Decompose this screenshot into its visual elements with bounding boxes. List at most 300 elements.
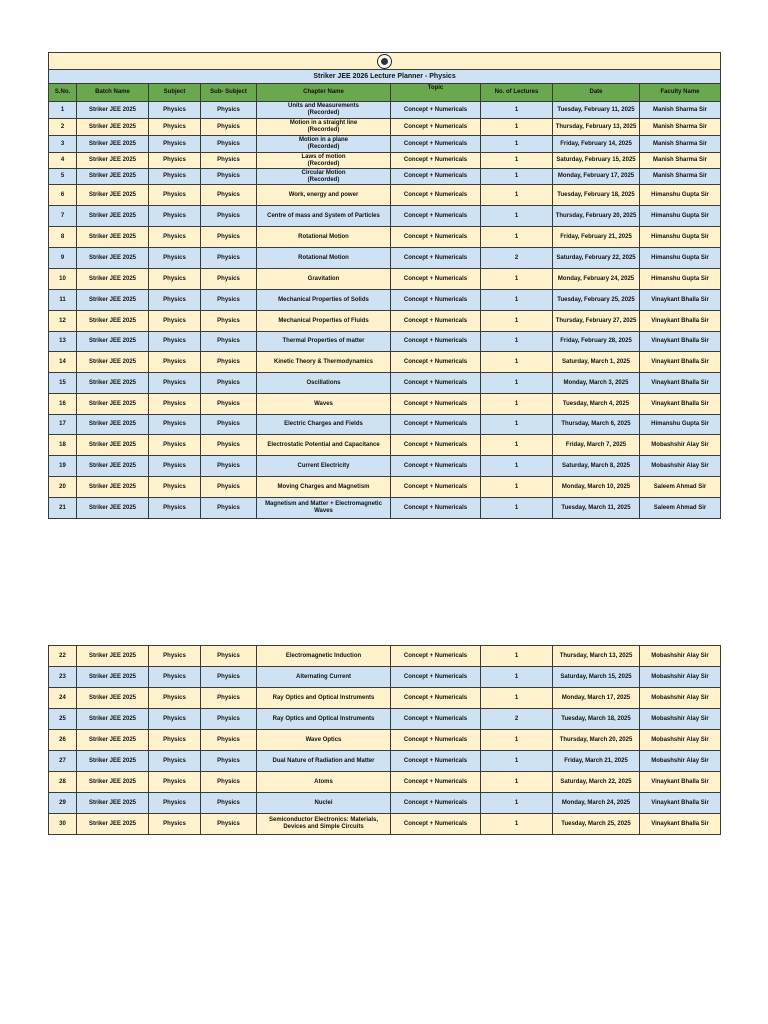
cell-date: Tuesday, February 18, 2025 (553, 185, 640, 206)
cell-subsubject: Physics (201, 456, 257, 477)
chapter-name: Electromagnetic Induction (285, 652, 362, 659)
cell-topic: Concept + Numericals (391, 498, 481, 519)
cell-lectures: 1 (481, 751, 553, 772)
cell-lectures: 1 (481, 456, 553, 477)
cell-topic: Concept + Numericals (391, 332, 481, 352)
cell-sno: 19 (49, 456, 77, 477)
cell-lectures: 1 (481, 646, 553, 667)
header-row (49, 84, 721, 102)
cell-chapter (257, 394, 391, 415)
cell-lectures: 1 (481, 206, 553, 227)
chapter-name: Dual Nature of Radiation and Matter (272, 757, 375, 764)
cell-faculty: Mobashshir Alay Sir (640, 646, 721, 667)
cell-lectures: 1 (481, 169, 553, 185)
cell-subsubject: Physics (201, 332, 257, 352)
cell-topic: Concept + Numericals (391, 415, 481, 435)
cell-subsubject: Physics (201, 415, 257, 435)
cell-sno: 13 (49, 332, 77, 352)
cell-batch: Striker JEE 2025 (77, 751, 149, 772)
col-header-lectures: No. of Lectures (481, 84, 553, 102)
cell-batch: Striker JEE 2025 (77, 435, 149, 456)
cell-lectures: 2 (481, 248, 553, 269)
col-header-batch: Batch Name (77, 84, 149, 102)
table-row (49, 415, 721, 435)
cell-topic: Concept + Numericals (391, 751, 481, 772)
cell-date: Monday, February 24, 2025 (553, 269, 640, 290)
cell-sno: 14 (49, 352, 77, 373)
cell-subject: Physics (149, 206, 201, 227)
cell-subsubject: Physics (201, 814, 257, 835)
cell-lectures: 1 (481, 667, 553, 688)
chapter-name: Gravitation (307, 275, 340, 282)
table-row (49, 185, 721, 206)
cell-topic: Concept + Numericals (391, 477, 481, 498)
cell-date: Monday, March 10, 2025 (553, 477, 640, 498)
cell-subsubject: Physics (201, 119, 257, 136)
cell-date: Friday, March 21, 2025 (553, 751, 640, 772)
cell-sno: 6 (49, 185, 77, 206)
table-row (49, 227, 721, 248)
cell-date: Saturday, March 15, 2025 (553, 667, 640, 688)
cell-sno: 27 (49, 751, 77, 772)
cell-subject: Physics (149, 814, 201, 835)
cell-faculty: Vinaykant Bhalla Sir (640, 332, 721, 352)
cell-chapter (257, 169, 391, 185)
cell-batch: Striker JEE 2025 (77, 153, 149, 169)
cell-subject: Physics (149, 136, 201, 153)
chapter-name: Electrostatic Potential and Capacitance (267, 441, 380, 448)
cell-batch: Striker JEE 2025 (77, 206, 149, 227)
cell-batch: Striker JEE 2025 (77, 169, 149, 185)
cell-batch: Striker JEE 2025 (77, 227, 149, 248)
cell-batch: Striker JEE 2025 (77, 136, 149, 153)
cell-sno: 29 (49, 793, 77, 814)
cell-topic: Concept + Numericals (391, 206, 481, 227)
cell-subsubject: Physics (201, 772, 257, 793)
col-header-date: Date (553, 84, 640, 102)
cell-subsubject: Physics (201, 793, 257, 814)
cell-subject: Physics (149, 646, 201, 667)
cell-chapter (257, 772, 391, 793)
cell-topic: Concept + Numericals (391, 290, 481, 311)
cell-subject: Physics (149, 793, 201, 814)
cell-subject: Physics (149, 227, 201, 248)
table-row (49, 477, 721, 498)
table-row (49, 814, 721, 835)
cell-subsubject: Physics (201, 136, 257, 153)
cell-subject: Physics (149, 102, 201, 119)
chapter-name: Rotational Motion (298, 233, 349, 240)
chapter-note: (Recorded) (307, 160, 340, 167)
cell-date: Monday, March 24, 2025 (553, 793, 640, 814)
cell-topic: Concept + Numericals (391, 793, 481, 814)
table-row (49, 709, 721, 730)
cell-topic: Concept + Numericals (391, 185, 481, 206)
cell-faculty: Vinaykant Bhalla Sir (640, 290, 721, 311)
cell-faculty: Himanshu Gupta Sir (640, 415, 721, 435)
cell-date: Thursday, March 6, 2025 (553, 415, 640, 435)
table-row (49, 311, 721, 332)
chapter-name: Oscillations (306, 379, 341, 386)
chapter-name: Circular Motion (301, 169, 346, 176)
cell-sno: 7 (49, 206, 77, 227)
table-row (49, 352, 721, 373)
cell-subject: Physics (149, 772, 201, 793)
chapter-name: Motion in a straight line (289, 120, 358, 126)
cell-batch: Striker JEE 2025 (77, 373, 149, 394)
cell-sno: 25 (49, 709, 77, 730)
cell-subject: Physics (149, 667, 201, 688)
chapter-name: Nuclei (314, 799, 333, 806)
cell-date: Tuesday, February 25, 2025 (553, 290, 640, 311)
cell-chapter (257, 730, 391, 751)
cell-faculty: Mobashshir Alay Sir (640, 456, 721, 477)
table-row (49, 373, 721, 394)
title-row (49, 70, 721, 84)
cell-subsubject: Physics (201, 102, 257, 119)
cell-sno: 18 (49, 435, 77, 456)
cell-date: Monday, March 3, 2025 (553, 373, 640, 394)
chapter-name: Kinetic Theory & Thermodynamics (273, 358, 374, 365)
cell-faculty: Manish Sharma Sir (640, 119, 721, 136)
page-title: Striker JEE 2026 Lecture Planner - Physics (49, 70, 721, 84)
chapter-name: Ray Optics and Optical Instruments (272, 694, 375, 701)
cell-chapter (257, 688, 391, 709)
cell-lectures: 1 (481, 227, 553, 248)
cell-topic: Concept + Numericals (391, 709, 481, 730)
cell-chapter (257, 456, 391, 477)
cell-topic: Concept + Numericals (391, 169, 481, 185)
chapter-name: Wave Optics (305, 736, 342, 743)
cell-topic: Concept + Numericals (391, 667, 481, 688)
cell-sno: 10 (49, 269, 77, 290)
cell-subsubject: Physics (201, 435, 257, 456)
cell-subsubject: Physics (201, 169, 257, 185)
cell-date: Thursday, March 13, 2025 (553, 646, 640, 667)
table-row (49, 751, 721, 772)
cell-chapter (257, 227, 391, 248)
cell-chapter (257, 709, 391, 730)
cell-subject: Physics (149, 269, 201, 290)
chapter-name: Atoms (314, 778, 333, 785)
chapter-name: Mechanical Properties of Solids (278, 296, 369, 303)
cell-subject: Physics (149, 332, 201, 352)
table-row (49, 136, 721, 153)
cell-subject: Physics (149, 290, 201, 311)
cell-sno: 30 (49, 814, 77, 835)
cell-sno: 17 (49, 415, 77, 435)
cell-batch: Striker JEE 2025 (77, 498, 149, 519)
cell-sno: 5 (49, 169, 77, 185)
table-row (49, 435, 721, 456)
cell-faculty: Manish Sharma Sir (640, 102, 721, 119)
cell-chapter (257, 153, 391, 169)
cell-subject: Physics (149, 373, 201, 394)
cell-batch: Striker JEE 2025 (77, 185, 149, 206)
cell-sno: 22 (49, 646, 77, 667)
cell-topic: Concept + Numericals (391, 119, 481, 136)
cell-faculty: Mobashshir Alay Sir (640, 709, 721, 730)
table-row (49, 688, 721, 709)
cell-date: Tuesday, February 11, 2025 (553, 102, 640, 119)
cell-sno: 24 (49, 688, 77, 709)
chapter-name: Magnetism and Matter + Electromagnetic (265, 501, 382, 507)
cell-batch: Striker JEE 2025 (77, 311, 149, 332)
table-row (49, 332, 721, 352)
cell-topic: Concept + Numericals (391, 373, 481, 394)
cell-date: Thursday, February 20, 2025 (553, 206, 640, 227)
cell-chapter (257, 751, 391, 772)
cell-faculty: Vinaykant Bhalla Sir (640, 311, 721, 332)
cell-date: Saturday, March 8, 2025 (553, 456, 640, 477)
chapter-note: (Recorded) (307, 110, 340, 116)
cell-chapter (257, 206, 391, 227)
cell-sno: 2 (49, 119, 77, 136)
chapter-name: Semiconductor Electronics: Materials, (268, 817, 379, 823)
chapter-name: Units and Measurements (287, 103, 360, 109)
cell-topic: Concept + Numericals (391, 772, 481, 793)
cell-subsubject: Physics (201, 373, 257, 394)
table-row (49, 169, 721, 185)
chapter-note: Devices and Simple Circuits (283, 824, 364, 830)
cell-subject: Physics (149, 119, 201, 136)
cell-chapter (257, 646, 391, 667)
cell-chapter (257, 373, 391, 394)
cell-faculty: Vinaykant Bhalla Sir (640, 373, 721, 394)
institute-logo-icon (377, 54, 392, 69)
cell-lectures: 1 (481, 269, 553, 290)
cell-batch: Striker JEE 2025 (77, 730, 149, 751)
cell-subject: Physics (149, 751, 201, 772)
cell-batch: Striker JEE 2025 (77, 646, 149, 667)
cell-date: Tuesday, March 18, 2025 (553, 709, 640, 730)
chapter-note: (Recorded) (307, 176, 340, 183)
cell-subsubject: Physics (201, 646, 257, 667)
cell-subject: Physics (149, 153, 201, 169)
cell-chapter (257, 477, 391, 498)
cell-subject: Physics (149, 730, 201, 751)
cell-topic: Concept + Numericals (391, 688, 481, 709)
cell-date: Tuesday, March 4, 2025 (553, 394, 640, 415)
cell-chapter (257, 119, 391, 136)
cell-batch: Striker JEE 2025 (77, 415, 149, 435)
cell-chapter (257, 814, 391, 835)
cell-chapter (257, 248, 391, 269)
cell-sno: 28 (49, 772, 77, 793)
cell-topic: Concept + Numericals (391, 153, 481, 169)
table-row (49, 153, 721, 169)
cell-date: Saturday, March 22, 2025 (553, 772, 640, 793)
cell-faculty: Mobashshir Alay Sir (640, 667, 721, 688)
cell-date: Saturday, February 22, 2025 (553, 248, 640, 269)
cell-faculty: Mobashshir Alay Sir (640, 688, 721, 709)
cell-date: Friday, February 14, 2025 (553, 136, 640, 153)
cell-subject: Physics (149, 498, 201, 519)
cell-date: Thursday, February 27, 2025 (553, 311, 640, 332)
table-row (49, 793, 721, 814)
cell-batch: Striker JEE 2025 (77, 102, 149, 119)
cell-batch: Striker JEE 2025 (77, 772, 149, 793)
cell-sno: 12 (49, 311, 77, 332)
cell-lectures: 1 (481, 814, 553, 835)
cell-sno: 11 (49, 290, 77, 311)
cell-subject: Physics (149, 248, 201, 269)
cell-chapter (257, 311, 391, 332)
cell-batch: Striker JEE 2025 (77, 248, 149, 269)
table-row (49, 730, 721, 751)
cell-subsubject: Physics (201, 352, 257, 373)
cell-lectures: 1 (481, 136, 553, 153)
cell-chapter (257, 667, 391, 688)
cell-subsubject: Physics (201, 751, 257, 772)
cell-batch: Striker JEE 2025 (77, 688, 149, 709)
cell-chapter (257, 332, 391, 352)
cell-subsubject: Physics (201, 667, 257, 688)
cell-lectures: 1 (481, 498, 553, 519)
table-row (49, 667, 721, 688)
cell-subsubject: Physics (201, 153, 257, 169)
cell-faculty: Manish Sharma Sir (640, 136, 721, 153)
cell-topic: Concept + Numericals (391, 227, 481, 248)
cell-topic: Concept + Numericals (391, 456, 481, 477)
lecture-planner-table-continued (48, 645, 721, 835)
cell-date: Saturday, February 15, 2025 (553, 153, 640, 169)
chapter-name: Waves (314, 400, 333, 407)
cell-topic: Concept + Numericals (391, 814, 481, 835)
chapter-note: (Recorded) (307, 144, 340, 150)
table-row (49, 102, 721, 119)
cell-faculty: Mobashshir Alay Sir (640, 751, 721, 772)
cell-chapter (257, 415, 391, 435)
cell-lectures: 1 (481, 435, 553, 456)
cell-lectures: 1 (481, 793, 553, 814)
cell-lectures: 1 (481, 394, 553, 415)
cell-subject: Physics (149, 394, 201, 415)
cell-faculty: Vinaykant Bhalla Sir (640, 394, 721, 415)
table-row (49, 206, 721, 227)
cell-sno: 8 (49, 227, 77, 248)
cell-chapter (257, 136, 391, 153)
lecture-planner-table (48, 52, 721, 519)
cell-chapter (257, 498, 391, 519)
cell-chapter (257, 793, 391, 814)
cell-batch: Striker JEE 2025 (77, 352, 149, 373)
col-header-chapter: Chapter Name (257, 84, 391, 102)
cell-faculty: Vinaykant Bhalla Sir (640, 793, 721, 814)
cell-faculty: Himanshu Gupta Sir (640, 248, 721, 269)
cell-faculty: Himanshu Gupta Sir (640, 185, 721, 206)
cell-date: Monday, March 17, 2025 (553, 688, 640, 709)
logo-row (49, 53, 721, 70)
cell-date: Friday, March 7, 2025 (553, 435, 640, 456)
cell-faculty: Mobashshir Alay Sir (640, 730, 721, 751)
chapter-name: Motion in a plane (299, 137, 348, 143)
cell-subsubject: Physics (201, 394, 257, 415)
cell-topic: Concept + Numericals (391, 352, 481, 373)
cell-lectures: 2 (481, 709, 553, 730)
chapter-name: Ray Optics and Optical Instruments (272, 715, 375, 722)
cell-subsubject: Physics (201, 709, 257, 730)
cell-subsubject: Physics (201, 185, 257, 206)
cell-faculty: Vinaykant Bhalla Sir (640, 352, 721, 373)
cell-lectures: 1 (481, 153, 553, 169)
cell-chapter (257, 435, 391, 456)
cell-subsubject: Physics (201, 206, 257, 227)
cell-sno: 1 (49, 102, 77, 119)
table-row (49, 394, 721, 415)
cell-batch: Striker JEE 2025 (77, 793, 149, 814)
cell-sno: 26 (49, 730, 77, 751)
cell-date: Saturday, March 1, 2025 (553, 352, 640, 373)
cell-faculty: Himanshu Gupta Sir (640, 206, 721, 227)
chapter-name: Work, energy and power (288, 191, 359, 198)
cell-faculty: Manish Sharma Sir (640, 169, 721, 185)
cell-sno: 4 (49, 153, 77, 169)
cell-date: Friday, February 28, 2025 (553, 332, 640, 352)
cell-topic: Concept + Numericals (391, 394, 481, 415)
table-row (49, 290, 721, 311)
cell-date: Friday, February 21, 2025 (553, 227, 640, 248)
cell-chapter (257, 352, 391, 373)
chapter-name: Alternating Current (295, 673, 351, 680)
cell-sno: 20 (49, 477, 77, 498)
chapter-name: Centre of mass and System of Particles (267, 212, 380, 219)
cell-batch: Striker JEE 2025 (77, 394, 149, 415)
cell-batch: Striker JEE 2025 (77, 269, 149, 290)
cell-topic: Concept + Numericals (391, 311, 481, 332)
cell-lectures: 1 (481, 373, 553, 394)
chapter-name: Electric Charges and Fields (284, 421, 363, 427)
cell-lectures: 1 (481, 730, 553, 751)
cell-lectures: 1 (481, 415, 553, 435)
cell-batch: Striker JEE 2025 (77, 477, 149, 498)
cell-subsubject: Physics (201, 269, 257, 290)
cell-batch: Striker JEE 2025 (77, 456, 149, 477)
table-row (49, 248, 721, 269)
cell-subsubject: Physics (201, 227, 257, 248)
cell-batch: Striker JEE 2025 (77, 709, 149, 730)
chapter-note: Waves (314, 508, 333, 514)
cell-faculty: Manish Sharma Sir (640, 153, 721, 169)
cell-topic: Concept + Numericals (391, 102, 481, 119)
cell-subject: Physics (149, 435, 201, 456)
cell-subsubject: Physics (201, 498, 257, 519)
cell-topic: Concept + Numericals (391, 435, 481, 456)
cell-subsubject: Physics (201, 311, 257, 332)
cell-chapter (257, 269, 391, 290)
cell-subject: Physics (149, 352, 201, 373)
cell-lectures: 1 (481, 352, 553, 373)
cell-lectures: 1 (481, 119, 553, 136)
cell-subsubject: Physics (201, 248, 257, 269)
chapter-name: Laws of motion (301, 153, 346, 160)
cell-batch: Striker JEE 2025 (77, 667, 149, 688)
col-header-subsubject: Sub- Subject (201, 84, 257, 102)
col-header-subject: Subject (149, 84, 201, 102)
cell-sno: 9 (49, 248, 77, 269)
table-row (49, 498, 721, 519)
table-row (49, 646, 721, 667)
chapter-name: Thermal Properties of matter (282, 338, 365, 344)
col-header-faculty: Faculty Name (640, 84, 721, 102)
cell-sno: 16 (49, 394, 77, 415)
cell-lectures: 1 (481, 332, 553, 352)
chapter-name: Moving Charges and Magnetism (277, 483, 370, 490)
cell-batch: Striker JEE 2025 (77, 290, 149, 311)
cell-date: Tuesday, March 25, 2025 (553, 814, 640, 835)
cell-lectures: 1 (481, 102, 553, 119)
cell-date: Monday, February 17, 2025 (553, 169, 640, 185)
